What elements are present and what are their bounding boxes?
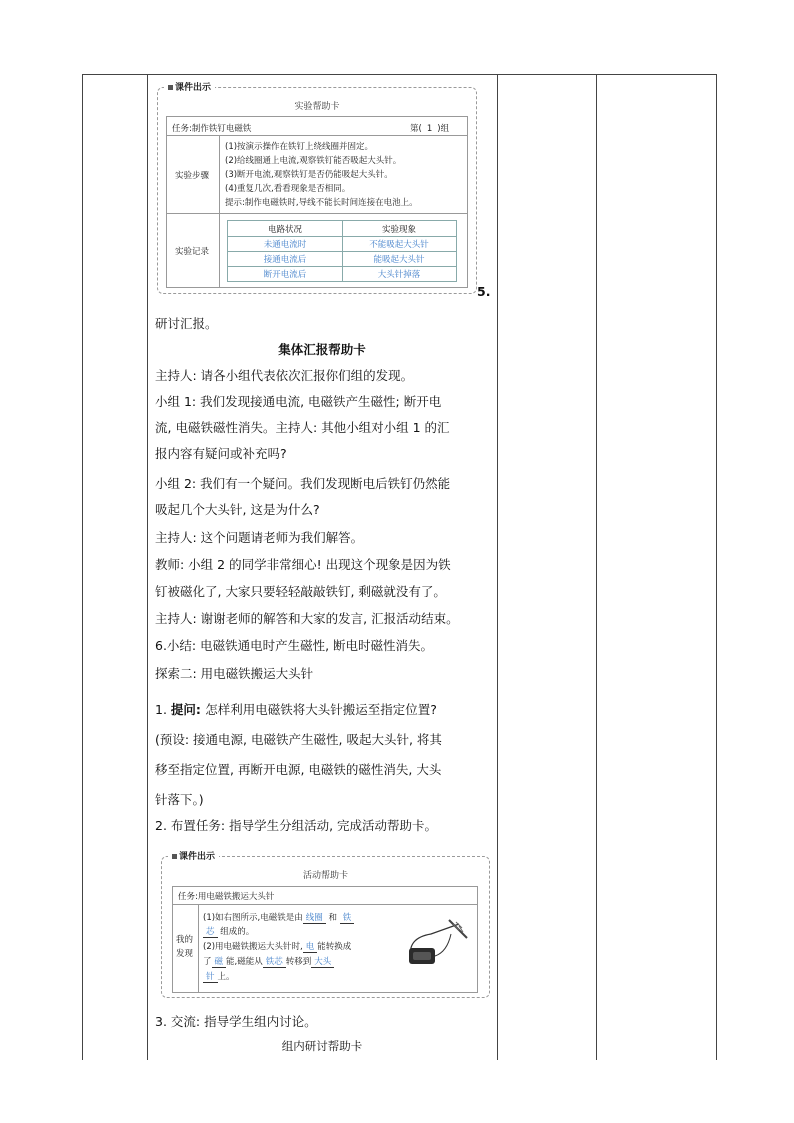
- table-col-border: [82, 74, 83, 1060]
- text-line: 移至指定位置, 再断开电源, 电磁铁的磁性消失, 大头: [155, 762, 442, 777]
- text-line: 报内容有疑问或补充吗?: [155, 446, 287, 461]
- card-title: 实验帮助卡: [294, 102, 340, 112]
- group-discussion-card-title: 组内研讨帮助卡: [281, 1039, 363, 1053]
- card-title: 活动帮助卡: [302, 871, 348, 881]
- table-col-border: [596, 74, 597, 1060]
- task-text: 任务:制作铁钉电磁铁: [172, 124, 252, 134]
- step-item: (1)按演示操作在铁钉上绕线圈并固定。: [225, 142, 374, 152]
- step-tip: 提示:制作电磁铁时,导线不能长时间连接在电池上。: [225, 198, 418, 208]
- group-number: 第( 1 )组: [410, 124, 450, 134]
- finding-line: 芯 组成的。: [203, 925, 254, 937]
- record-row-divider: [228, 266, 456, 267]
- finding-line: 了 磁 能,磁能从 铁芯 转移到 大头: [203, 955, 334, 967]
- text-line: 吸起几个大头针, 这是为什么?: [155, 502, 320, 517]
- steps-label: 实验步骤: [175, 171, 210, 181]
- tag-marker-icon: [172, 854, 177, 859]
- text-line: (预设: 接通电源, 电磁铁产生磁性, 吸起大头针, 将其: [155, 732, 442, 747]
- finding-line: (2)用电磁铁搬运大头针时, 电 能转换成: [203, 942, 352, 952]
- table-col-border: [716, 74, 717, 1060]
- row-divider: [173, 904, 477, 905]
- text-line: 主持人: 这个问题请老师为我们解答。: [155, 530, 364, 545]
- record-cell: 能吸起大头针: [373, 255, 425, 265]
- record-label: 实验记录: [175, 247, 210, 257]
- row-divider: [167, 135, 467, 136]
- findings-label: 我的: [176, 935, 194, 945]
- record-cell: 接通电流后: [263, 255, 307, 265]
- experiment-table: [166, 116, 468, 288]
- question-line: 1. 提问: 怎样利用电磁铁将大头针搬运至指定位置?: [155, 702, 437, 717]
- task-text: 任务:用电磁铁搬运大头针: [178, 892, 275, 902]
- record-table: [227, 220, 457, 282]
- activity-help-card: [161, 852, 490, 998]
- text-line: 小组 2: 我们有一个疑问。我们发现断电后铁钉仍然能: [155, 476, 451, 491]
- courseware-tag: 课件出示: [164, 80, 215, 93]
- explore-heading: 探索二: 用电磁铁搬运大头针: [155, 666, 314, 681]
- record-cell: 未通电流时: [263, 240, 307, 250]
- text-line: 主持人: 谢谢老师的解答和大家的发言, 汇报活动结束。: [155, 611, 459, 626]
- step-number: 5.: [477, 284, 491, 299]
- record-header: 实验现象: [381, 225, 416, 235]
- electromagnet-illustration: [401, 912, 473, 972]
- record-cell: 不能吸起大头针: [369, 240, 429, 250]
- task-line: 2. 布置任务: 指导学生分组活动, 完成活动帮助卡。: [155, 818, 438, 833]
- step-item: (2)给线圈通上电流,观察铁钉能否吸起大头针。: [225, 156, 402, 166]
- text-line: 主持人: 请各小组代表依次汇报你们组的发现。: [155, 368, 414, 383]
- step-item: (4)重复几次,看看现象是否相同。: [225, 184, 351, 194]
- text-line: 钉被磁化了, 大家只要轻轻敲敲铁钉, 剩磁就没有了。: [155, 584, 446, 599]
- record-row-divider: [228, 236, 456, 237]
- discussion-line: 3. 交流: 指导学生组内讨论。: [155, 1014, 317, 1029]
- tag-marker-icon: [168, 85, 173, 90]
- text-line: 小组 1: 我们发现接通电流, 电磁铁产生磁性; 断开电: [155, 394, 442, 409]
- text-line: 教师: 小组 2 的同学非常细心! 出现这个现象是因为铁: [155, 557, 451, 572]
- record-header: 电路状况: [267, 225, 302, 235]
- row-divider: [167, 213, 467, 214]
- finding-line: 针 上。: [203, 970, 235, 982]
- experiment-help-card: [157, 83, 477, 294]
- column-divider: [198, 904, 199, 992]
- text-line: 流, 电磁铁磁性消失。主持人: 其他小组对小组 1 的汇: [155, 420, 450, 435]
- finding-line: (1)如右图所示,电磁铁是由 线圈 和 铁: [203, 911, 354, 923]
- column-divider: [219, 135, 220, 287]
- table-col-border: [497, 74, 498, 1060]
- findings-label: 发现: [176, 949, 194, 959]
- lesson-content-cell: [147, 74, 497, 1060]
- activity-table: [172, 886, 478, 993]
- text-line: 针落下。): [155, 792, 204, 807]
- step-item: (3)断开电流,观察铁钉是否仍能吸起大头针。: [225, 170, 393, 180]
- report-card-title: 集体汇报帮助卡: [278, 342, 366, 357]
- courseware-tag: 课件出示: [168, 849, 219, 862]
- record-cell: 断开电流后: [263, 270, 307, 280]
- record-cell: 大头针掉落: [377, 270, 421, 280]
- record-row-divider: [228, 251, 456, 252]
- summary-line: 6.小结: 电磁铁通电时产生磁性, 断电时磁性消失。: [155, 638, 434, 653]
- report-heading: 研讨汇报。: [155, 316, 218, 331]
